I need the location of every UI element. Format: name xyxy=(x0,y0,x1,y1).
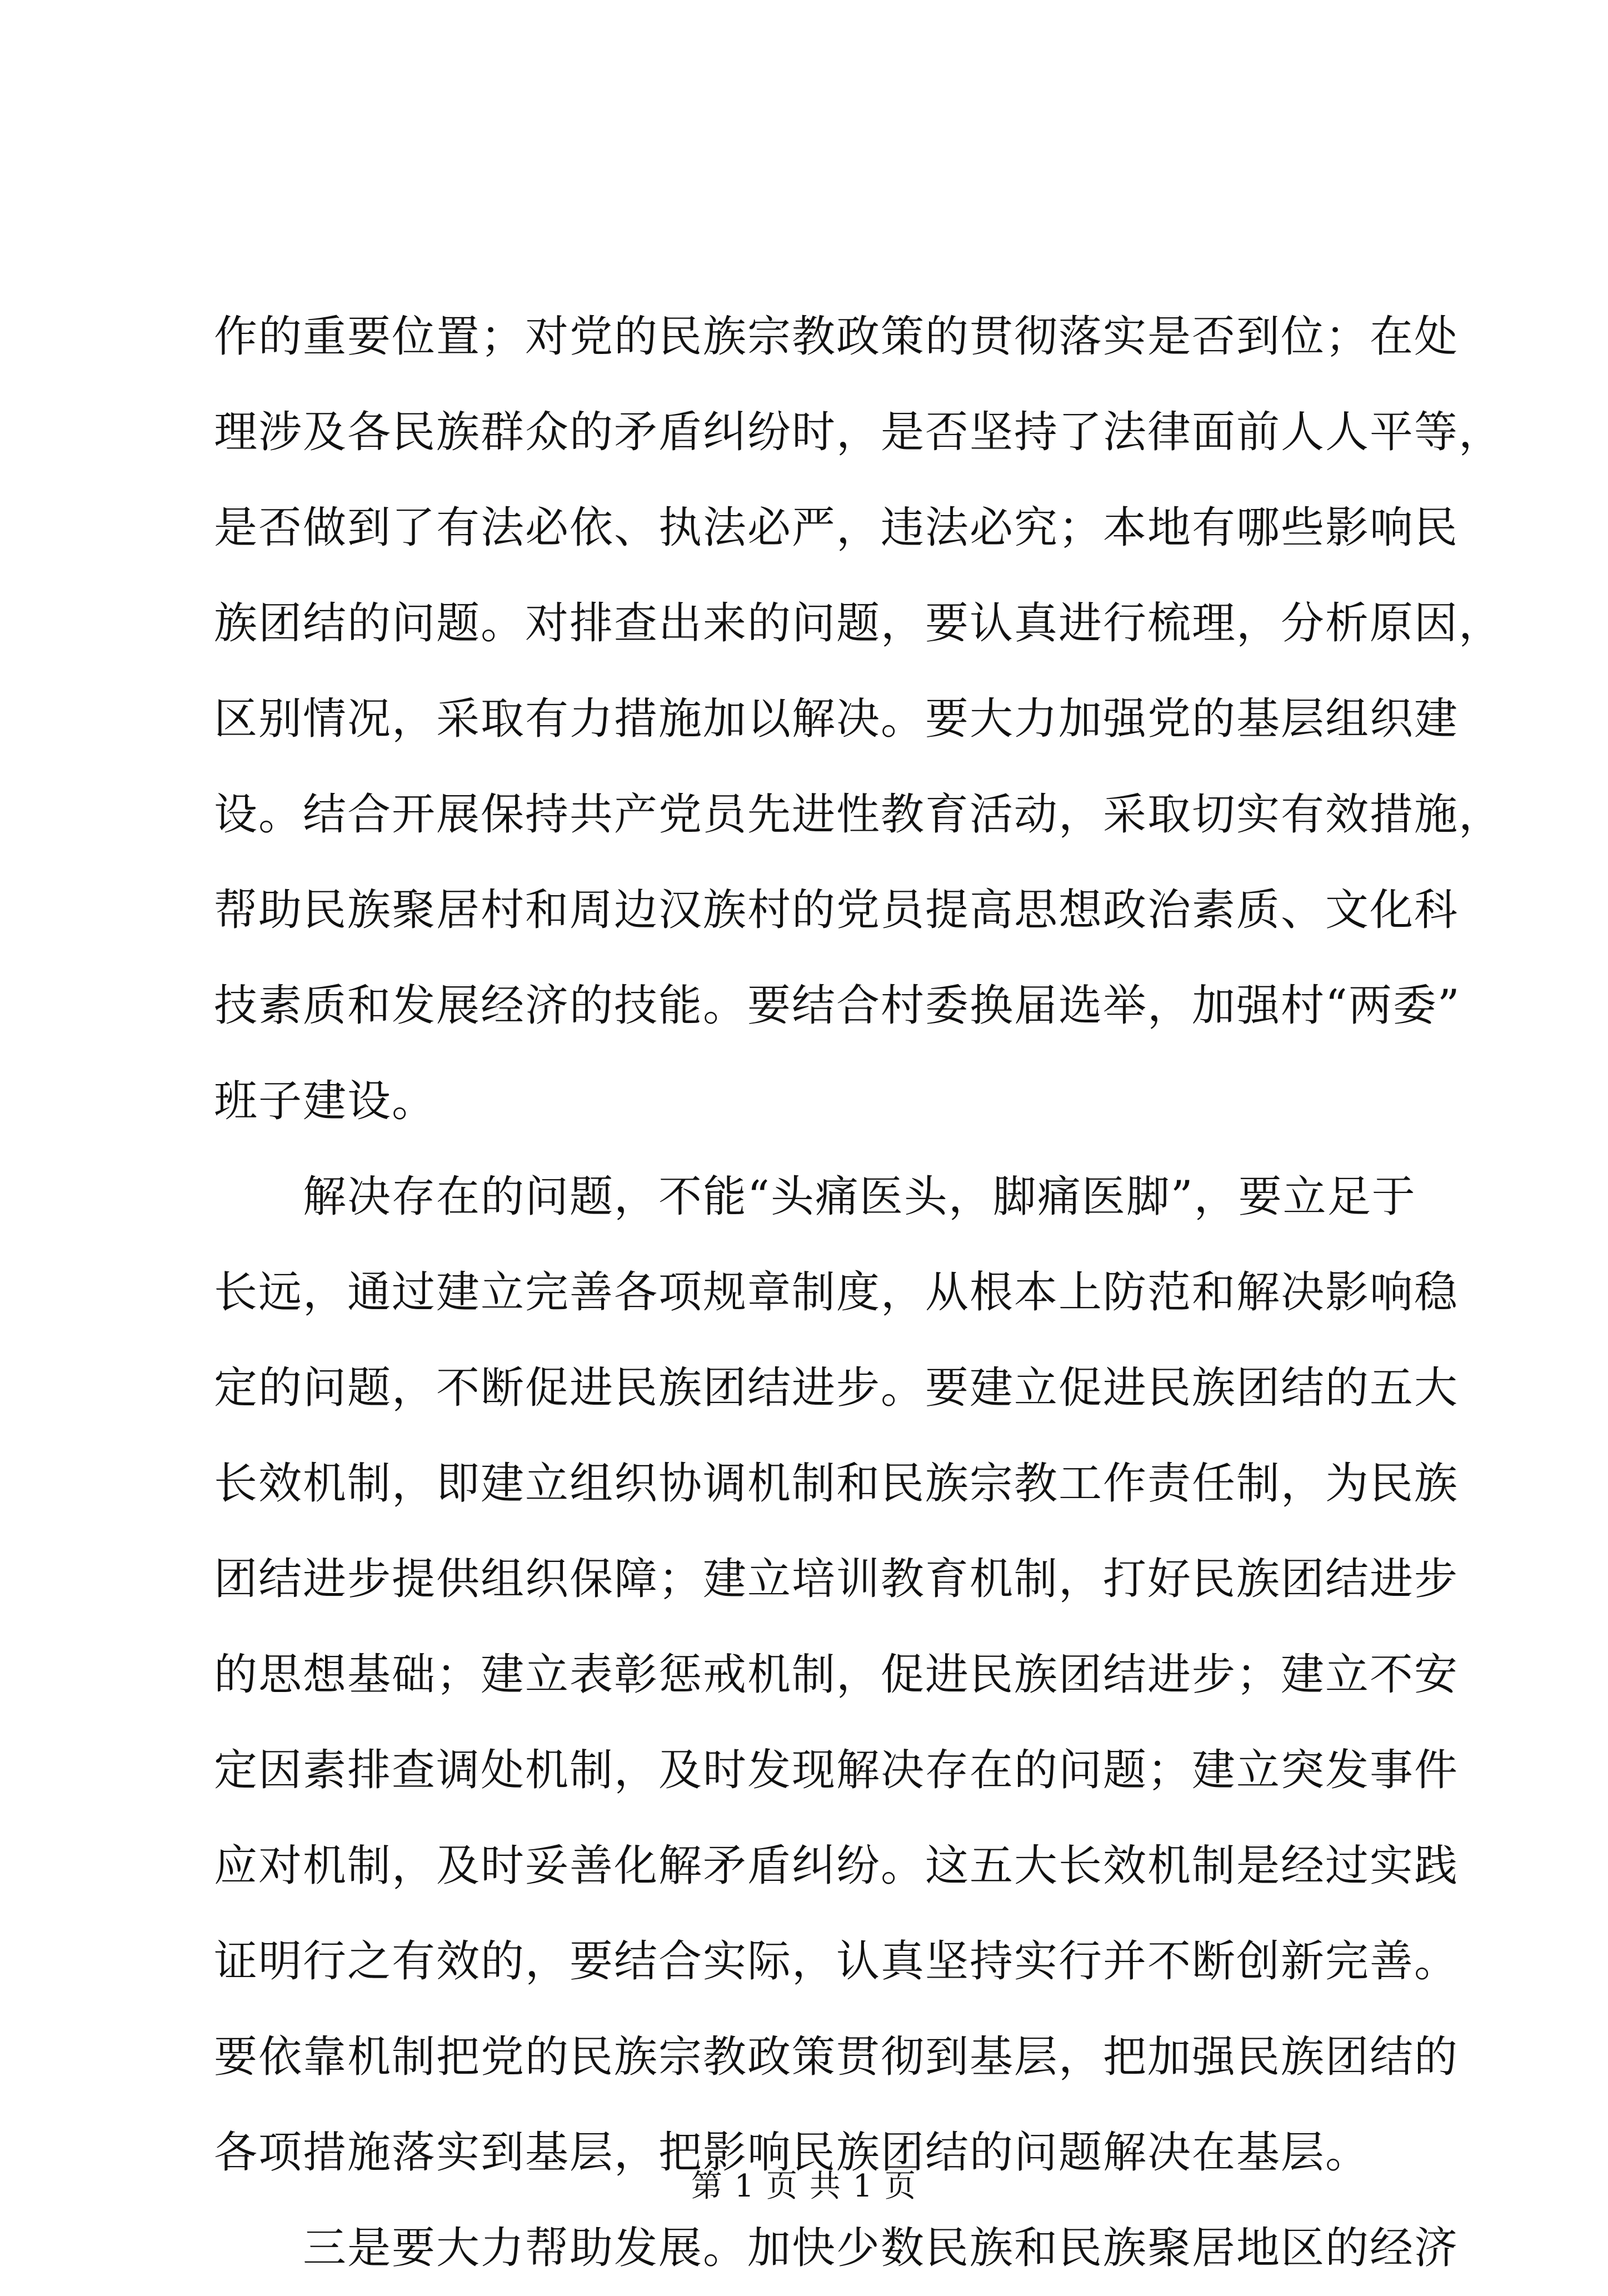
text-line: 证明行之有效的，要结合实际，认真坚持实行并不断创新完善。 xyxy=(214,1936,1459,1986)
text-line: 班子建设。 xyxy=(214,1076,437,1126)
text-line: 各项措施落实到基层，把影响民族团结的问题解决在基层。 xyxy=(214,2128,1370,2178)
text-line: 长远，通过建立完善各项规章制度，从根本上防范和解决影响稳 xyxy=(214,1267,1459,1317)
text-line: 长效机制，即建立组织协调机制和民族宗教工作责任制，为民族 xyxy=(214,1459,1459,1509)
document-body xyxy=(214,289,1504,2296)
text-line: 帮助民族聚居村和周边汉族村的党员提高思想政治素质、文化科 xyxy=(214,885,1459,935)
text-line: 作的重要位置；对党的民族宗教政策的贯彻落实是否到位；在处 xyxy=(214,312,1459,362)
text-line: 应对机制，及时妥善化解矛盾纠纷。这五大长效机制是经过实践 xyxy=(214,1841,1459,1891)
text-line: 是否做到了有法必依、执法必严，违法必究；本地有哪些影响民 xyxy=(214,503,1459,553)
text-line: 要依靠机制把党的民族宗教政策贯彻到基层，把加强民族团结的 xyxy=(214,2032,1459,2082)
text-line: 团结进步提供组织保障；建立培训教育机制，打好民族团结进步 xyxy=(214,1554,1459,1604)
text-line: 理涉及各民族群众的矛盾纠纷时，是否坚持了法律面前人人平等， xyxy=(214,407,1504,457)
text-line: 定因素排查调处机制，及时发现解决存在的问题；建立突发事件 xyxy=(214,1745,1459,1795)
text-line: 定的问题，不断促进民族团结进步。要建立促进民族团结的五大 xyxy=(214,1363,1459,1413)
paragraph-start-line: 三是要大力帮助发展。加快少数民族和民族聚居地区的经济 xyxy=(303,2223,1459,2273)
page-footer: 第 1 页 共 1 页 xyxy=(691,2168,917,2204)
text-line: 设。结合开展保持共产党员先进性教育活动，采取切实有效措施， xyxy=(214,790,1504,840)
text-line: 技素质和发展经济的技能。要结合村委换届选举，加强村“两委” xyxy=(214,981,1461,1031)
text-line: 族团结的问题。对排查出来的问题，要认真进行梳理，分析原因， xyxy=(214,598,1504,648)
text-line: 区别情况，采取有力措施加以解决。要大力加强党的基层组织建 xyxy=(214,694,1459,744)
text-line: 的思想基础；建立表彰惩戒机制，促进民族团结进步；建立不安 xyxy=(214,1650,1459,1700)
paragraph-start-line: 解决存在的问题，不能“头痛医头，脚痛医脚”，要立足于 xyxy=(303,1172,1416,1222)
